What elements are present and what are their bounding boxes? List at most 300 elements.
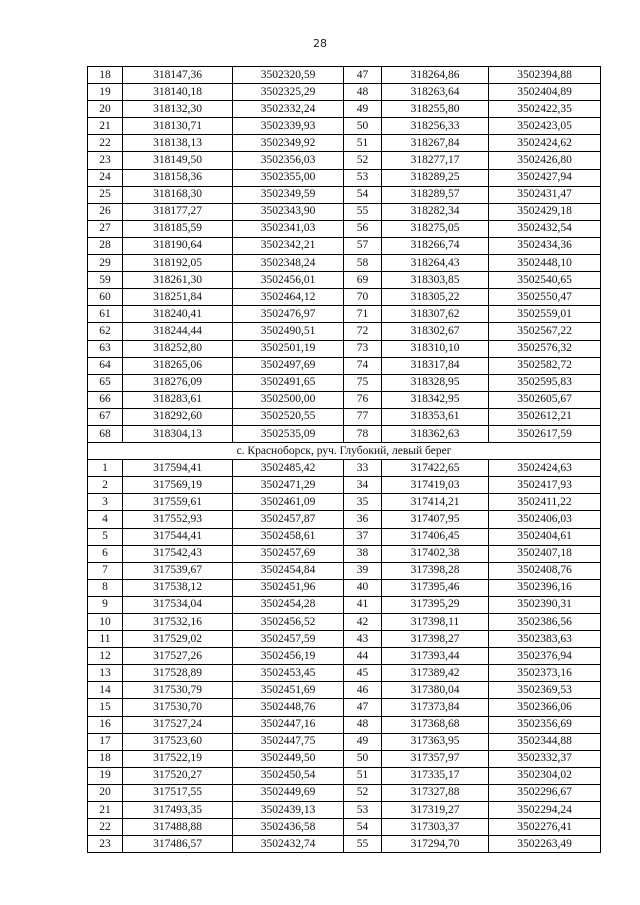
cell-y-coordinate: 3502449,69 [233,784,344,801]
cell-point-number: 20 [88,101,123,118]
cell-point-number: 71 [344,306,382,323]
cell-y-coordinate: 3502417,93 [489,477,601,494]
cell-y-coordinate: 3502356,03 [233,152,344,169]
cell-point-number: 17 [88,733,123,750]
cell-point-number: 18 [88,67,123,84]
cell-y-coordinate: 3502449,50 [233,750,344,767]
cell-x-coordinate: 318289,57 [382,186,489,203]
cell-x-coordinate: 318353,61 [382,408,489,425]
cell-point-number: 55 [344,836,382,853]
cell-point-number: 42 [344,614,382,631]
cell-x-coordinate: 317398,27 [382,631,489,648]
cell-x-coordinate: 317303,37 [382,819,489,836]
cell-y-coordinate: 3502348,24 [233,255,344,272]
cell-y-coordinate: 3502595,83 [489,374,601,391]
cell-x-coordinate: 317294,70 [382,836,489,853]
cell-x-coordinate: 318158,36 [123,169,233,186]
cell-y-coordinate: 3502550,47 [489,289,601,306]
table-row [88,135,601,152]
table-row [88,784,601,801]
table-row [88,84,601,101]
cell-y-coordinate: 3502356,69 [489,716,601,733]
cell-x-coordinate: 317530,70 [123,699,233,716]
cell-point-number: 10 [88,614,123,631]
cell-point-number: 7 [88,562,123,579]
cell-point-number: 52 [344,784,382,801]
cell-point-number: 53 [344,169,382,186]
cell-x-coordinate: 317529,02 [123,631,233,648]
cell-point-number: 54 [344,186,382,203]
cell-y-coordinate: 3502341,03 [233,220,344,237]
cell-x-coordinate: 317406,45 [382,528,489,545]
cell-x-coordinate: 317522,19 [123,750,233,767]
table-row [88,118,601,135]
cell-y-coordinate: 3502343,90 [233,203,344,220]
cell-point-number: 25 [88,186,123,203]
cell-y-coordinate: 3502500,00 [233,391,344,408]
cell-point-number: 23 [88,152,123,169]
cell-x-coordinate: 317542,43 [123,545,233,562]
table-row [88,306,601,323]
cell-y-coordinate: 3502491,65 [233,374,344,391]
cell-y-coordinate: 3502436,58 [233,819,344,836]
table-row [88,733,601,750]
cell-y-coordinate: 3502427,94 [489,169,601,186]
table-row [88,477,601,494]
table-row [88,408,601,425]
cell-point-number: 63 [88,340,123,357]
cell-y-coordinate: 3502424,63 [489,460,601,477]
cell-x-coordinate: 317534,04 [123,596,233,613]
cell-y-coordinate: 3502423,05 [489,118,601,135]
cell-y-coordinate: 3502390,31 [489,596,601,613]
cell-point-number: 13 [88,665,123,682]
cell-y-coordinate: 3502404,61 [489,528,601,545]
cell-x-coordinate: 318252,80 [123,340,233,357]
cell-y-coordinate: 3502422,35 [489,101,601,118]
table-row [88,614,601,631]
table-row [88,631,601,648]
cell-point-number: 14 [88,682,123,699]
cell-point-number: 16 [88,716,123,733]
cell-x-coordinate: 317398,11 [382,614,489,631]
cell-point-number: 76 [344,391,382,408]
cell-x-coordinate: 318307,62 [382,306,489,323]
table-row [88,511,601,528]
cell-y-coordinate: 3502456,19 [233,648,344,665]
cell-x-coordinate: 318265,06 [123,357,233,374]
cell-point-number: 51 [344,767,382,784]
table-row [88,340,601,357]
cell-point-number: 11 [88,631,123,648]
cell-x-coordinate: 318264,86 [382,67,489,84]
cell-y-coordinate: 3502366,06 [489,699,601,716]
cell-x-coordinate: 317532,16 [123,614,233,631]
cell-x-coordinate: 318264,43 [382,255,489,272]
cell-point-number: 2 [88,477,123,494]
page-number: 28 [313,37,327,50]
cell-y-coordinate: 3502454,28 [233,596,344,613]
table-row [88,648,601,665]
cell-y-coordinate: 3502448,10 [489,255,601,272]
cell-y-coordinate: 3502386,56 [489,614,601,631]
cell-point-number: 22 [88,819,123,836]
cell-y-coordinate: 3502426,80 [489,152,601,169]
cell-y-coordinate: 3502457,59 [233,631,344,648]
table-row [88,374,601,391]
cell-y-coordinate: 3502429,18 [489,203,601,220]
cell-y-coordinate: 3502276,41 [489,819,601,836]
cell-x-coordinate: 318303,85 [382,272,489,289]
cell-x-coordinate: 318149,50 [123,152,233,169]
table-row [88,545,601,562]
cell-y-coordinate: 3502434,36 [489,237,601,254]
cell-x-coordinate: 318292,60 [123,408,233,425]
table-row [88,220,601,237]
table-row [88,562,601,579]
cell-x-coordinate: 317398,28 [382,562,489,579]
cell-x-coordinate: 318283,61 [123,391,233,408]
cell-point-number: 19 [88,767,123,784]
cell-x-coordinate: 318276,09 [123,374,233,391]
cell-point-number: 60 [88,289,123,306]
cell-x-coordinate: 318342,95 [382,391,489,408]
cell-point-number: 5 [88,528,123,545]
cell-y-coordinate: 3502432,74 [233,836,344,853]
table-row [88,528,601,545]
cell-point-number: 21 [88,802,123,819]
cell-x-coordinate: 318185,59 [123,220,233,237]
cell-x-coordinate: 317493,35 [123,802,233,819]
cell-point-number: 35 [344,494,382,511]
cell-point-number: 75 [344,374,382,391]
cell-y-coordinate: 3502432,54 [489,220,601,237]
table-row [88,425,601,442]
cell-point-number: 73 [344,340,382,357]
cell-x-coordinate: 318140,18 [123,84,233,101]
cell-y-coordinate: 3502576,32 [489,340,601,357]
cell-x-coordinate: 317402,38 [382,545,489,562]
table-row [88,272,601,289]
cell-x-coordinate: 318263,64 [382,84,489,101]
cell-point-number: 46 [344,682,382,699]
cell-y-coordinate: 3502349,59 [233,186,344,203]
cell-y-coordinate: 3502461,09 [233,494,344,511]
cell-point-number: 24 [88,169,123,186]
cell-y-coordinate: 3502355,00 [233,169,344,186]
cell-point-number: 18 [88,750,123,767]
cell-point-number: 55 [344,203,382,220]
cell-x-coordinate: 317363,95 [382,733,489,750]
cell-y-coordinate: 3502501,19 [233,340,344,357]
cell-y-coordinate: 3502342,21 [233,237,344,254]
cell-y-coordinate: 3502376,94 [489,648,601,665]
table-row [88,460,601,477]
cell-x-coordinate: 317380,04 [382,682,489,699]
cell-point-number: 12 [88,648,123,665]
cell-y-coordinate: 3502344,88 [489,733,601,750]
cell-x-coordinate: 317527,24 [123,716,233,733]
table-row [88,750,601,767]
cell-y-coordinate: 3502320,59 [233,67,344,84]
section-row [88,443,601,460]
cell-point-number: 26 [88,203,123,220]
cell-point-number: 67 [88,408,123,425]
cell-x-coordinate: 317335,17 [382,767,489,784]
cell-point-number: 62 [88,323,123,340]
cell-point-number: 51 [344,135,382,152]
cell-x-coordinate: 318177,27 [123,203,233,220]
table-row [88,665,601,682]
cell-y-coordinate: 3502471,29 [233,477,344,494]
cell-point-number: 6 [88,545,123,562]
cell-point-number: 64 [88,357,123,374]
table-row [88,494,601,511]
cell-x-coordinate: 317488,88 [123,819,233,836]
cell-x-coordinate: 317407,95 [382,511,489,528]
cell-y-coordinate: 3502458,61 [233,528,344,545]
cell-y-coordinate: 3502439,13 [233,802,344,819]
cell-x-coordinate: 317389,42 [382,665,489,682]
coordinates-table [87,66,601,853]
cell-point-number: 27 [88,220,123,237]
cell-y-coordinate: 3502567,22 [489,323,601,340]
table-row [88,819,601,836]
cell-x-coordinate: 317517,55 [123,784,233,801]
cell-x-coordinate: 317523,60 [123,733,233,750]
cell-point-number: 34 [344,477,382,494]
cell-y-coordinate: 3502339,93 [233,118,344,135]
cell-y-coordinate: 3502373,16 [489,665,601,682]
cell-y-coordinate: 3502406,03 [489,511,601,528]
table-row [88,203,601,220]
cell-point-number: 4 [88,511,123,528]
cell-y-coordinate: 3502582,72 [489,357,601,374]
cell-point-number: 15 [88,699,123,716]
section-title: с. Красноборск, руч. Глубокий, левый берег [88,443,601,460]
cell-x-coordinate: 318147,36 [123,67,233,84]
cell-point-number: 1 [88,460,123,477]
table-row [88,169,601,186]
cell-y-coordinate: 3502408,76 [489,562,601,579]
cell-y-coordinate: 3502431,47 [489,186,601,203]
cell-point-number: 49 [344,733,382,750]
table-row [88,802,601,819]
cell-x-coordinate: 318275,05 [382,220,489,237]
table-row [88,289,601,306]
table-row [88,237,601,254]
table-row [88,716,601,733]
cell-point-number: 72 [344,323,382,340]
cell-point-number: 38 [344,545,382,562]
table-row [88,682,601,699]
cell-point-number: 56 [344,220,382,237]
cell-point-number: 50 [344,750,382,767]
table-row [88,836,601,853]
cell-y-coordinate: 3502497,69 [233,357,344,374]
cell-y-coordinate: 3502453,45 [233,665,344,682]
cell-y-coordinate: 3502450,54 [233,767,344,784]
cell-y-coordinate: 3502605,67 [489,391,601,408]
cell-y-coordinate: 3502394,88 [489,67,601,84]
cell-y-coordinate: 3502332,24 [233,101,344,118]
cell-point-number: 22 [88,135,123,152]
cell-point-number: 69 [344,272,382,289]
cell-x-coordinate: 318310,10 [382,340,489,357]
cell-y-coordinate: 3502456,01 [233,272,344,289]
cell-x-coordinate: 318132,30 [123,101,233,118]
cell-y-coordinate: 3502448,76 [233,699,344,716]
cell-x-coordinate: 318267,84 [382,135,489,152]
table-row [88,357,601,374]
cell-point-number: 43 [344,631,382,648]
cell-y-coordinate: 3502520,55 [233,408,344,425]
cell-point-number: 47 [344,67,382,84]
table-row [88,579,601,596]
cell-x-coordinate: 317393,44 [382,648,489,665]
cell-point-number: 21 [88,118,123,135]
cell-x-coordinate: 317373,84 [382,699,489,716]
cell-point-number: 41 [344,596,382,613]
cell-point-number: 44 [344,648,382,665]
cell-x-coordinate: 318266,74 [382,237,489,254]
cell-point-number: 45 [344,665,382,682]
cell-y-coordinate: 3502332,37 [489,750,601,767]
cell-y-coordinate: 3502456,52 [233,614,344,631]
cell-x-coordinate: 317486,57 [123,836,233,853]
table-row [88,596,601,613]
cell-point-number: 78 [344,425,382,442]
cell-point-number: 68 [88,425,123,442]
cell-x-coordinate: 317520,27 [123,767,233,784]
cell-point-number: 53 [344,802,382,819]
cell-y-coordinate: 3502349,92 [233,135,344,152]
cell-x-coordinate: 317539,67 [123,562,233,579]
cell-x-coordinate: 317395,46 [382,579,489,596]
cell-y-coordinate: 3502559,01 [489,306,601,323]
cell-point-number: 20 [88,784,123,801]
cell-point-number: 40 [344,579,382,596]
cell-x-coordinate: 317395,29 [382,596,489,613]
cell-y-coordinate: 3502490,51 [233,323,344,340]
cell-point-number: 28 [88,237,123,254]
cell-y-coordinate: 3502304,02 [489,767,601,784]
cell-x-coordinate: 318289,25 [382,169,489,186]
cell-point-number: 3 [88,494,123,511]
table-row [88,67,601,84]
cell-y-coordinate: 3502464,12 [233,289,344,306]
cell-y-coordinate: 3502383,63 [489,631,601,648]
cell-y-coordinate: 3502447,75 [233,733,344,750]
cell-point-number: 37 [344,528,382,545]
cell-point-number: 8 [88,579,123,596]
cell-y-coordinate: 3502454,84 [233,562,344,579]
cell-point-number: 66 [88,391,123,408]
cell-point-number: 54 [344,819,382,836]
cell-y-coordinate: 3502263,49 [489,836,601,853]
cell-y-coordinate: 3502612,21 [489,408,601,425]
table-row [88,101,601,118]
cell-x-coordinate: 317538,12 [123,579,233,596]
cell-y-coordinate: 3502296,67 [489,784,601,801]
table-row [88,767,601,784]
table-row [88,391,601,408]
cell-x-coordinate: 318282,34 [382,203,489,220]
cell-x-coordinate: 317569,19 [123,477,233,494]
cell-y-coordinate: 3502424,62 [489,135,601,152]
cell-x-coordinate: 318192,05 [123,255,233,272]
cell-y-coordinate: 3502540,65 [489,272,601,289]
cell-point-number: 57 [344,237,382,254]
cell-point-number: 19 [88,84,123,101]
cell-y-coordinate: 3502617,59 [489,425,601,442]
cell-x-coordinate: 318302,67 [382,323,489,340]
cell-point-number: 50 [344,118,382,135]
cell-x-coordinate: 318240,41 [123,306,233,323]
table-row [88,186,601,203]
cell-point-number: 29 [88,255,123,272]
cell-x-coordinate: 317419,03 [382,477,489,494]
cell-point-number: 23 [88,836,123,853]
cell-point-number: 58 [344,255,382,272]
cell-x-coordinate: 318190,64 [123,237,233,254]
cell-y-coordinate: 3502451,69 [233,682,344,699]
cell-x-coordinate: 318244,44 [123,323,233,340]
cell-point-number: 36 [344,511,382,528]
cell-y-coordinate: 3502485,42 [233,460,344,477]
cell-x-coordinate: 318130,71 [123,118,233,135]
cell-x-coordinate: 317368,68 [382,716,489,733]
cell-x-coordinate: 318251,84 [123,289,233,306]
cell-point-number: 9 [88,596,123,613]
cell-point-number: 47 [344,699,382,716]
cell-point-number: 48 [344,716,382,733]
cell-x-coordinate: 318138,13 [123,135,233,152]
cell-x-coordinate: 318255,80 [382,101,489,118]
cell-x-coordinate: 318317,84 [382,357,489,374]
cell-x-coordinate: 318168,30 [123,186,233,203]
cell-x-coordinate: 317544,41 [123,528,233,545]
cell-y-coordinate: 3502294,24 [489,802,601,819]
table-row [88,699,601,716]
cell-point-number: 74 [344,357,382,374]
table-row [88,152,601,169]
cell-y-coordinate: 3502325,29 [233,84,344,101]
cell-y-coordinate: 3502476,97 [233,306,344,323]
cell-y-coordinate: 3502407,18 [489,545,601,562]
cell-x-coordinate: 318256,33 [382,118,489,135]
cell-x-coordinate: 317559,61 [123,494,233,511]
cell-x-coordinate: 318277,17 [382,152,489,169]
cell-x-coordinate: 317422,65 [382,460,489,477]
cell-point-number: 77 [344,408,382,425]
cell-point-number: 33 [344,460,382,477]
table-row [88,323,601,340]
cell-y-coordinate: 3502411,22 [489,494,601,511]
cell-x-coordinate: 317527,26 [123,648,233,665]
cell-point-number: 49 [344,101,382,118]
cell-point-number: 48 [344,84,382,101]
cell-point-number: 39 [344,562,382,579]
cell-y-coordinate: 3502447,16 [233,716,344,733]
cell-x-coordinate: 317528,89 [123,665,233,682]
cell-x-coordinate: 317530,79 [123,682,233,699]
cell-point-number: 65 [88,374,123,391]
cell-x-coordinate: 318328,95 [382,374,489,391]
cell-x-coordinate: 317357,97 [382,750,489,767]
cell-x-coordinate: 317327,88 [382,784,489,801]
cell-y-coordinate: 3502457,69 [233,545,344,562]
